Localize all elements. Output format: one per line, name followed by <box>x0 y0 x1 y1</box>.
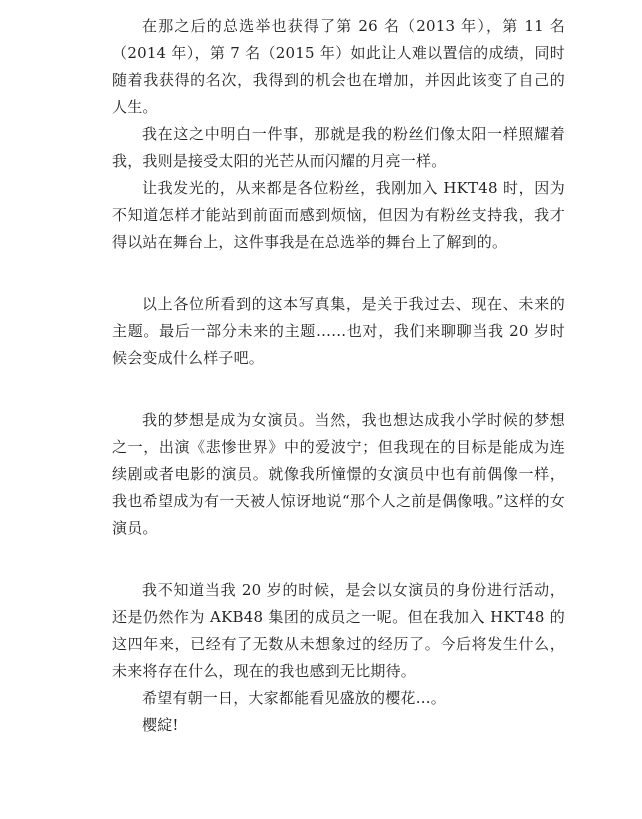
paragraph-photobook-theme: 以上各位所看到的这本写真集，是关于我过去、现在、未来的主题。最后一部分未来的主题……也对，我们来聊聊当我 20 岁时候会变成什么样子吧。 <box>112 295 565 367</box>
paragraph-future-expectation: 我不知道当我 20 岁的时候，是会以女演员的身份进行活动，还是仍然作为 AKB48 集团的成员之一呢。但在我加入 HKT48 的这四年来，已经有了无数从未想象过的经历了。今后将发生什么，未来将存在什么，现在的我也感到无比期待。 <box>112 581 565 680</box>
paragraph-election-results: 在那之后的总选举也获得了第 26 名（2013 年），第 11 名（2014 年），第 7 名（2015 年）如此让人难以置信的成绩，同时随着我获得的名次，我得到的机会也在增加，并因此该变了自己的人生。 <box>112 17 565 116</box>
paragraph-fans-support: 让我发光的，从来都是各位粉丝，我刚加入 HKT48 时，因为不知道怎样才能站到前面而感到烦恼，但因为有粉丝支持我，我才得以站在舞台上，这件事我是在总选举的舞台上了解到的。 <box>112 179 565 251</box>
paragraph-actress-dream: 我的梦想是成为女演员。当然，我也想达成我小学时候的梦想之一，出演《悲惨世界》中的爱波宁；但我现在的目标是能成为连续剧或者电影的演员。就像我所憧憬的女演员中也有前偶像一样，我也希望成为有一天被人惊讶地说“那个人之前是偶像哦。”这样的女演员。 <box>112 411 565 537</box>
paragraph-cherry-blossom-wish: 希望有朝一日，大家都能看见盛放的樱花…。 <box>142 689 447 707</box>
document-body <box>112 13 565 739</box>
paragraph-gap <box>112 256 565 291</box>
paragraph-gap <box>112 372 565 407</box>
paragraph-sun-and-moon: 我在这之中明白一件事，那就是我的粉丝们像太阳一样照耀着我，我则是接受太阳的光芒从而闪耀的月亮一样。 <box>112 125 565 170</box>
paragraph-gap <box>112 542 565 577</box>
paragraph-signature: 樱綻! <box>142 716 179 734</box>
